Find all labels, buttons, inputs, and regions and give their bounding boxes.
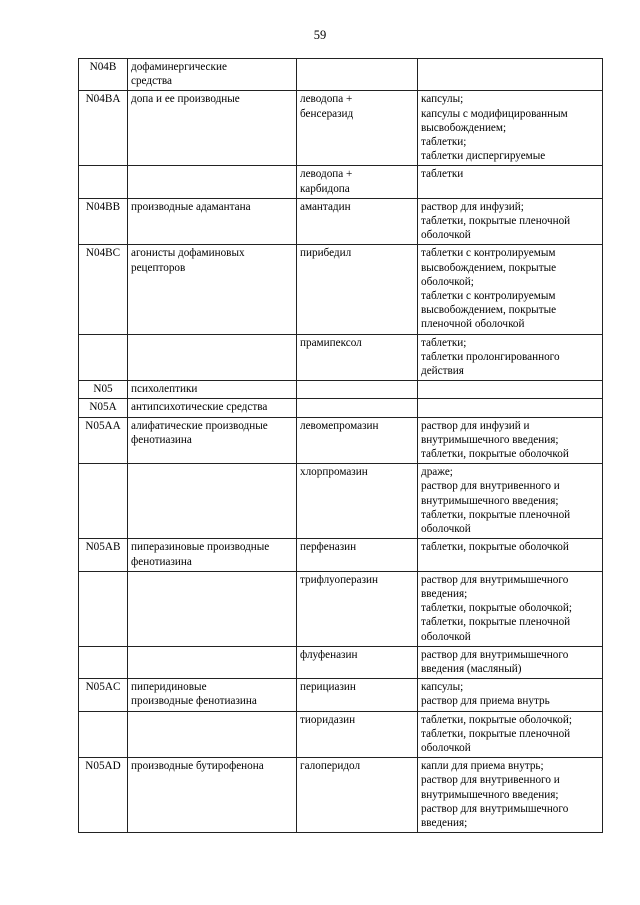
drug-name-line: леводопа + — [300, 93, 353, 106]
table-row — [79, 381, 603, 399]
atc-code-cell: N04B — [79, 59, 128, 91]
drug-name-line: леводопа + — [300, 168, 353, 181]
dosage-form-line: таблетки, покрытые оболочкой; — [421, 713, 572, 726]
dosage-form-cell — [418, 91, 603, 166]
dosage-form-line: раствор для инфузий; — [421, 200, 524, 213]
anatomical-group-cell — [128, 758, 297, 833]
dosage-form-line: введения; — [421, 816, 468, 829]
drug-name-cell — [297, 91, 418, 166]
dosage-form-line: оболочкой — [421, 523, 471, 536]
drug-name-cell — [297, 571, 418, 646]
drug-name-line: хлорпромазин — [300, 466, 368, 479]
dosage-form-line: раствор для внутривенного и — [421, 480, 560, 493]
anatomical-group-line: производные фенотиазина — [131, 695, 257, 708]
table-row — [79, 464, 603, 539]
drug-name-cell — [297, 59, 418, 91]
dosage-form-line: таблетки; — [421, 136, 467, 149]
dosage-form-line: оболочкой; — [421, 275, 474, 288]
drug-name-cell — [297, 539, 418, 571]
atc-code-cell: N05 — [79, 381, 128, 399]
anatomical-group-cell — [128, 464, 297, 539]
dosage-form-line: введения (масляный) — [421, 662, 522, 675]
dosage-form-line: раствор для внутримышечного — [421, 648, 569, 661]
atc-code-cell: N04BC — [79, 245, 128, 334]
drug-name-cell — [297, 679, 418, 711]
dosage-form-line: оболочкой — [421, 229, 471, 242]
dosage-form-line: раствор для инфузий и — [421, 419, 530, 432]
dosage-form-cell — [418, 464, 603, 539]
drug-name-line: флуфеназин — [300, 648, 358, 661]
table-row — [79, 59, 603, 91]
page-number: 59 — [313, 28, 327, 42]
anatomical-group-line: пиперидиновые — [131, 681, 207, 694]
table-row — [79, 679, 603, 711]
dosage-form-cell — [418, 571, 603, 646]
anatomical-group-line: допа и ее производные — [131, 93, 240, 106]
anatomical-group-cell — [128, 334, 297, 381]
dosage-form-cell — [418, 646, 603, 678]
atc-code-cell: N05AC — [79, 679, 128, 711]
atc-code-cell: N05AD — [79, 758, 128, 833]
drug-name-line: бенсеразид — [300, 107, 354, 120]
drug-name-cell — [297, 711, 418, 758]
dosage-form-line: оболочкой — [421, 741, 471, 754]
drug-name-cell — [297, 381, 418, 399]
dosage-form-line: таблетки, покрытые пленочной — [421, 616, 571, 629]
drug-name-line: галоперидол — [300, 760, 361, 773]
dosage-form-line: таблетки, покрытые пленочной — [421, 508, 571, 521]
anatomical-group-cell — [128, 166, 297, 198]
anatomical-group-cell — [128, 539, 297, 571]
drug-name-line: перициазин — [300, 681, 356, 694]
dosage-form-cell — [418, 166, 603, 198]
dosage-form-line: внутримышечного введения; — [421, 433, 559, 446]
dosage-form-cell — [418, 539, 603, 571]
dosage-form-line: раствор для внутримышечного — [421, 802, 569, 815]
anatomical-group-line: средства — [131, 75, 173, 88]
dosage-form-line: таблетки, покрытые оболочкой — [421, 448, 569, 461]
dosage-form-line: оболочкой — [421, 630, 471, 643]
drug-name-cell — [297, 166, 418, 198]
drug-name-line: амантадин — [300, 200, 351, 213]
dosage-form-line: действия — [421, 365, 464, 378]
drug-name-cell — [297, 758, 418, 833]
table-row — [79, 399, 603, 417]
drug-name-line: карбидопа — [300, 182, 350, 195]
dosage-form-line: капли для приема внутрь; — [421, 760, 544, 773]
dosage-form-line: пленочной оболочкой — [421, 318, 525, 331]
drug-name-line: тиоридазин — [300, 713, 356, 726]
table-body — [79, 59, 603, 833]
dosage-form-line: капсулы; — [421, 681, 464, 694]
anatomical-group-cell — [128, 646, 297, 678]
dosage-form-cell — [418, 381, 603, 399]
atc-code-cell — [79, 464, 128, 539]
table-row — [79, 198, 603, 245]
anatomical-group-line: фенотиазина — [131, 555, 192, 568]
dosage-form-cell — [418, 245, 603, 334]
anatomical-group-line: антипсихотические средства — [131, 401, 268, 414]
atc-code-cell — [79, 711, 128, 758]
table-row — [79, 539, 603, 571]
dosage-form-line: таблетки с контролируемым — [421, 290, 556, 303]
table-row — [79, 334, 603, 381]
dosage-form-line: таблетки, покрытые оболочкой; — [421, 602, 572, 615]
drug-name-cell — [297, 334, 418, 381]
table-row — [79, 417, 603, 464]
drug-name-cell — [297, 245, 418, 334]
dosage-form-line: таблетки, покрытые пленочной — [421, 215, 571, 228]
dosage-form-line: высвобождением; — [421, 121, 507, 134]
anatomical-group-line: производные адамантана — [131, 200, 251, 213]
anatomical-group-cell — [128, 711, 297, 758]
atc-code-cell: N05AA — [79, 417, 128, 464]
anatomical-group-line: рецепторов — [131, 261, 186, 274]
drug-name-line: перфеназин — [300, 541, 357, 554]
atc-code-cell — [79, 571, 128, 646]
dosage-form-line: таблетки с контролируемым — [421, 247, 556, 260]
atc-code-cell: N05A — [79, 399, 128, 417]
dosage-form-line: капсулы; — [421, 93, 464, 106]
drug-name-line: трифлуоперазин — [300, 573, 378, 586]
dosage-form-cell — [418, 399, 603, 417]
dosage-form-cell — [418, 711, 603, 758]
dosage-form-line: таблетки диспергируемые — [421, 150, 546, 163]
anatomical-group-line: агонисты дофаминовых — [131, 247, 245, 260]
dosage-form-line: раствор для внутривенного и — [421, 774, 560, 787]
table-row — [79, 245, 603, 334]
anatomical-group-cell — [128, 59, 297, 91]
dosage-form-line: высвобождением, покрытые — [421, 261, 557, 274]
anatomical-group-line: психолептики — [131, 383, 198, 396]
drug-name-cell — [297, 646, 418, 678]
dosage-form-line: таблетки — [421, 168, 464, 181]
drug-name-cell — [297, 198, 418, 245]
drug-table — [78, 58, 603, 833]
anatomical-group-cell — [128, 417, 297, 464]
atc-code-cell: N04BA — [79, 91, 128, 166]
atc-code-cell — [79, 646, 128, 678]
dosage-form-line: высвобождением, покрытые — [421, 304, 557, 317]
drug-name-line: левомепромазин — [300, 419, 379, 432]
dosage-form-line: внутримышечного введения; — [421, 494, 559, 507]
dosage-form-line: драже; — [421, 466, 453, 479]
anatomical-group-cell — [128, 381, 297, 399]
drug-name-cell — [297, 417, 418, 464]
table-row — [79, 711, 603, 758]
drug-name-line: пирибедил — [300, 247, 352, 260]
table-row — [79, 166, 603, 198]
dosage-form-line: введения; — [421, 587, 468, 600]
anatomical-group-line: производные бутирофенона — [131, 760, 264, 773]
anatomical-group-cell — [128, 245, 297, 334]
dosage-form-cell — [418, 417, 603, 464]
dosage-form-line: внутримышечного введения; — [421, 788, 559, 801]
anatomical-group-cell — [128, 571, 297, 646]
dosage-form-line: капсулы с модифицированным — [421, 107, 568, 120]
dosage-form-cell — [418, 198, 603, 245]
anatomical-group-cell — [128, 679, 297, 711]
dosage-form-line: раствор для внутримышечного — [421, 573, 569, 586]
anatomical-group-cell — [128, 399, 297, 417]
anatomical-group-line: фенотиазина — [131, 433, 192, 446]
table-row — [79, 758, 603, 833]
dosage-form-cell — [418, 679, 603, 711]
anatomical-group-line: дофаминергические — [131, 61, 227, 73]
dosage-form-line: раствор для приема внутрь — [421, 695, 550, 708]
drug-name-cell — [297, 464, 418, 539]
drug-name-line: прамипексол — [300, 336, 362, 349]
table-row — [79, 571, 603, 646]
dosage-form-cell — [418, 59, 603, 91]
atc-code-cell: N04BB — [79, 198, 128, 245]
atc-code-cell — [79, 334, 128, 381]
dosage-form-cell — [418, 758, 603, 833]
drug-name-cell — [297, 399, 418, 417]
anatomical-group-cell — [128, 198, 297, 245]
anatomical-group-cell — [128, 91, 297, 166]
atc-code-cell: N05AB — [79, 539, 128, 571]
atc-code-cell — [79, 166, 128, 198]
table-row — [79, 91, 603, 166]
dosage-form-line: таблетки, покрытые пленочной — [421, 727, 571, 740]
anatomical-group-line: алифатические производные — [131, 419, 268, 432]
dosage-form-line: таблетки; — [421, 336, 467, 349]
dosage-form-line: таблетки, покрытые оболочкой — [421, 541, 569, 554]
dosage-form-line: таблетки пролонгированного — [421, 350, 560, 363]
dosage-form-cell — [418, 334, 603, 381]
anatomical-group-line: пиперазиновые производные — [131, 541, 270, 554]
table-row — [79, 646, 603, 678]
